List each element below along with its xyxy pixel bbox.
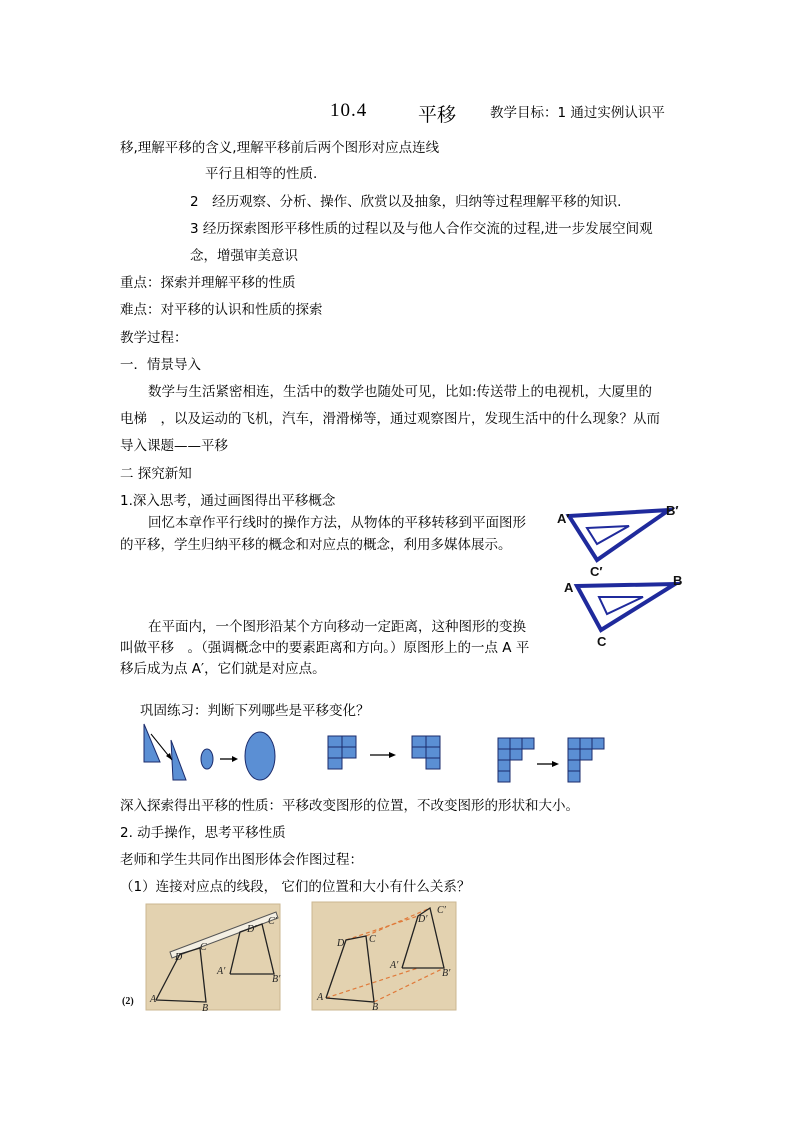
together-construct: 老师和学生共同作出图形体会作图过程： bbox=[120, 852, 363, 868]
exercise-4-right-cell bbox=[580, 749, 592, 760]
recall-line-2: 的平移，学生归纳平移的概念和对应点的概念，利用多媒体展示。 bbox=[120, 537, 512, 553]
exercise-2-arrowhead bbox=[232, 756, 238, 762]
definition-line-2: 叫做平移 。（强调概念中的要素距离和方向。）原图形上的一点 A 平 bbox=[120, 640, 530, 656]
label-c: C bbox=[597, 634, 607, 649]
exercise-1-triangle-a bbox=[144, 724, 160, 762]
exercise-figures bbox=[140, 720, 610, 790]
photo-label-b-prime: B′ bbox=[442, 968, 451, 979]
translated-triangle-figure bbox=[555, 500, 695, 650]
photo-label-b: B bbox=[372, 1002, 379, 1013]
sub-heading-1: 1.深入思考，通过画图得出平移概念 bbox=[120, 493, 336, 509]
photo-background bbox=[312, 902, 456, 1010]
photo-tag: (2) bbox=[122, 996, 134, 1007]
goal-intro: 教学目标：1 通过实例认识平 bbox=[490, 105, 665, 121]
section-title: 平移 bbox=[418, 104, 457, 126]
exercise-4-right-cell bbox=[568, 771, 580, 782]
goal-3-line-2: 念，增强审美意识 bbox=[190, 248, 298, 264]
difficulty: 难点：对平移的认识和性质的探索 bbox=[120, 302, 323, 318]
label-a: A bbox=[564, 580, 574, 595]
exercise-4-left-cell bbox=[498, 760, 510, 771]
photo-label-c: C bbox=[200, 942, 207, 953]
exercise-3-right-cell bbox=[426, 747, 440, 758]
goal-1-continued: 移,理解平移的含义,理解平移前后两个图形对应点连线 bbox=[120, 140, 440, 156]
exercise-3-left-cell bbox=[328, 758, 342, 769]
exercise-4-right-cell bbox=[568, 749, 580, 760]
exercise-1-triangle-b bbox=[171, 740, 186, 780]
definition-line-3: 移后成为点 A′，它们就是对应点。 bbox=[120, 661, 326, 677]
label-b: B bbox=[673, 573, 683, 588]
exercise-4-left-cell bbox=[510, 738, 522, 749]
section-number: 10.4 bbox=[330, 100, 368, 121]
exercise-3-right-cell bbox=[426, 736, 440, 747]
exercise-2-small-ellipse bbox=[201, 749, 213, 769]
photo-label-b: B bbox=[202, 1003, 209, 1014]
section-1-heading: 一．情景导入 bbox=[120, 357, 201, 373]
goal-3-line-1: 3 经历探索图形平移性质的过程以及与他人合作交流的过程,进一步发展空间观 bbox=[190, 221, 653, 237]
photo-label-d-prime: D′ bbox=[418, 914, 428, 925]
exercise-4-shapes bbox=[498, 738, 604, 782]
label-b-prime: B′ bbox=[666, 503, 679, 518]
goal-1-continued-2: 平行且相等的性质. bbox=[205, 166, 318, 182]
goal-2: 2 经历观察、分析、操作、欣赏以及抽象，归纳等过程理解平移的知识. bbox=[190, 194, 622, 210]
exercise-2-large-ellipse bbox=[245, 732, 275, 780]
section-2-heading: 二 探究新知 bbox=[120, 466, 192, 482]
ruler-construction-photo bbox=[116, 902, 286, 1014]
exercise-4-left-cell bbox=[498, 771, 510, 782]
exercise-3-squares bbox=[328, 736, 440, 769]
exercise-3-right-cell bbox=[412, 736, 426, 747]
photo-label-b-prime: B′ bbox=[272, 974, 281, 985]
question-1: （1）连接对应点的线段， 它们的位置和大小有什么关系？ bbox=[120, 879, 471, 895]
photo-label-c-prime: C′ bbox=[268, 916, 277, 927]
photo-label-d: D bbox=[175, 952, 183, 963]
exercise-4-left-cell bbox=[522, 738, 534, 749]
exercise-3-right-cell bbox=[412, 747, 426, 758]
exercise-4-left-cell bbox=[498, 749, 510, 760]
original-triangle-outer bbox=[577, 584, 675, 630]
exercise-3-left-cell bbox=[328, 736, 342, 747]
exercise-3-right-cell bbox=[426, 758, 440, 769]
exercise-4-right-cell bbox=[568, 760, 580, 771]
photo-label-a-prime: A′ bbox=[217, 966, 226, 977]
exercise-4-left-cell bbox=[498, 738, 510, 749]
section-1-paragraph-line-2: 电梯 ，以及运动的飞机，汽车，滑滑梯等，通过观察图片，发现生活中的什么现象？从而 bbox=[120, 411, 660, 427]
photo-label-d: D bbox=[337, 938, 345, 949]
process-heading: 教学过程： bbox=[120, 330, 188, 346]
translation-property: 深入探索得出平移的性质：平移改变图形的位置，不改变图形的形状和大小。 bbox=[120, 798, 579, 814]
exercise-1-triangles bbox=[144, 724, 186, 780]
definition-line-1: 在平面内，一个图形沿某个方向移动一定距离，这种图形的变换 bbox=[148, 619, 526, 635]
original-triangle-inner bbox=[599, 597, 643, 614]
photo-label-a: A bbox=[150, 994, 157, 1005]
exercise-3-left-cell bbox=[342, 747, 356, 758]
section-1-paragraph-line-3: 导入课题——平移 bbox=[120, 438, 228, 454]
label-a-prime: A′ bbox=[557, 511, 570, 526]
exercise-4-right-cell bbox=[580, 738, 592, 749]
exercise-3-arrowhead bbox=[389, 752, 396, 758]
exercise-4-left-cell bbox=[510, 749, 522, 760]
section-1-paragraph-line-1: 数学与生活紧密相连，生活中的数学也随处可见，比如:传送带上的电视机，大厦里的 bbox=[148, 384, 653, 400]
exercise-4-arrowhead bbox=[552, 761, 559, 767]
photo-label-a-prime: A′ bbox=[390, 960, 399, 971]
corresponding-points-photo bbox=[310, 900, 458, 1012]
photo-label-d-prime: D′ bbox=[247, 924, 257, 935]
translated-triangle-outer bbox=[569, 510, 669, 560]
key-point: 重点：探索并理解平移的性质 bbox=[120, 275, 296, 291]
exercise-4-right-cell bbox=[568, 738, 580, 749]
sub-heading-2: 2. 动手操作，思考平移性质 bbox=[120, 825, 286, 841]
photo-label-a: A bbox=[317, 992, 324, 1003]
photo-label-c: C bbox=[369, 934, 376, 945]
exercise-3-left-cell bbox=[328, 747, 342, 758]
exercise-prompt: 巩固练习：判断下列哪些是平移变化？ bbox=[140, 703, 370, 719]
photo-label-c-prime: C′ bbox=[437, 905, 446, 916]
recall-line-1: 回忆本章作平行线时的操作方法，从物体的平移转移到平面图形 bbox=[148, 515, 526, 531]
exercise-3-left-cell bbox=[342, 736, 356, 747]
label-c-prime: C′ bbox=[590, 564, 603, 579]
exercise-2-ellipses bbox=[201, 732, 275, 780]
exercise-4-right-cell bbox=[592, 738, 604, 749]
